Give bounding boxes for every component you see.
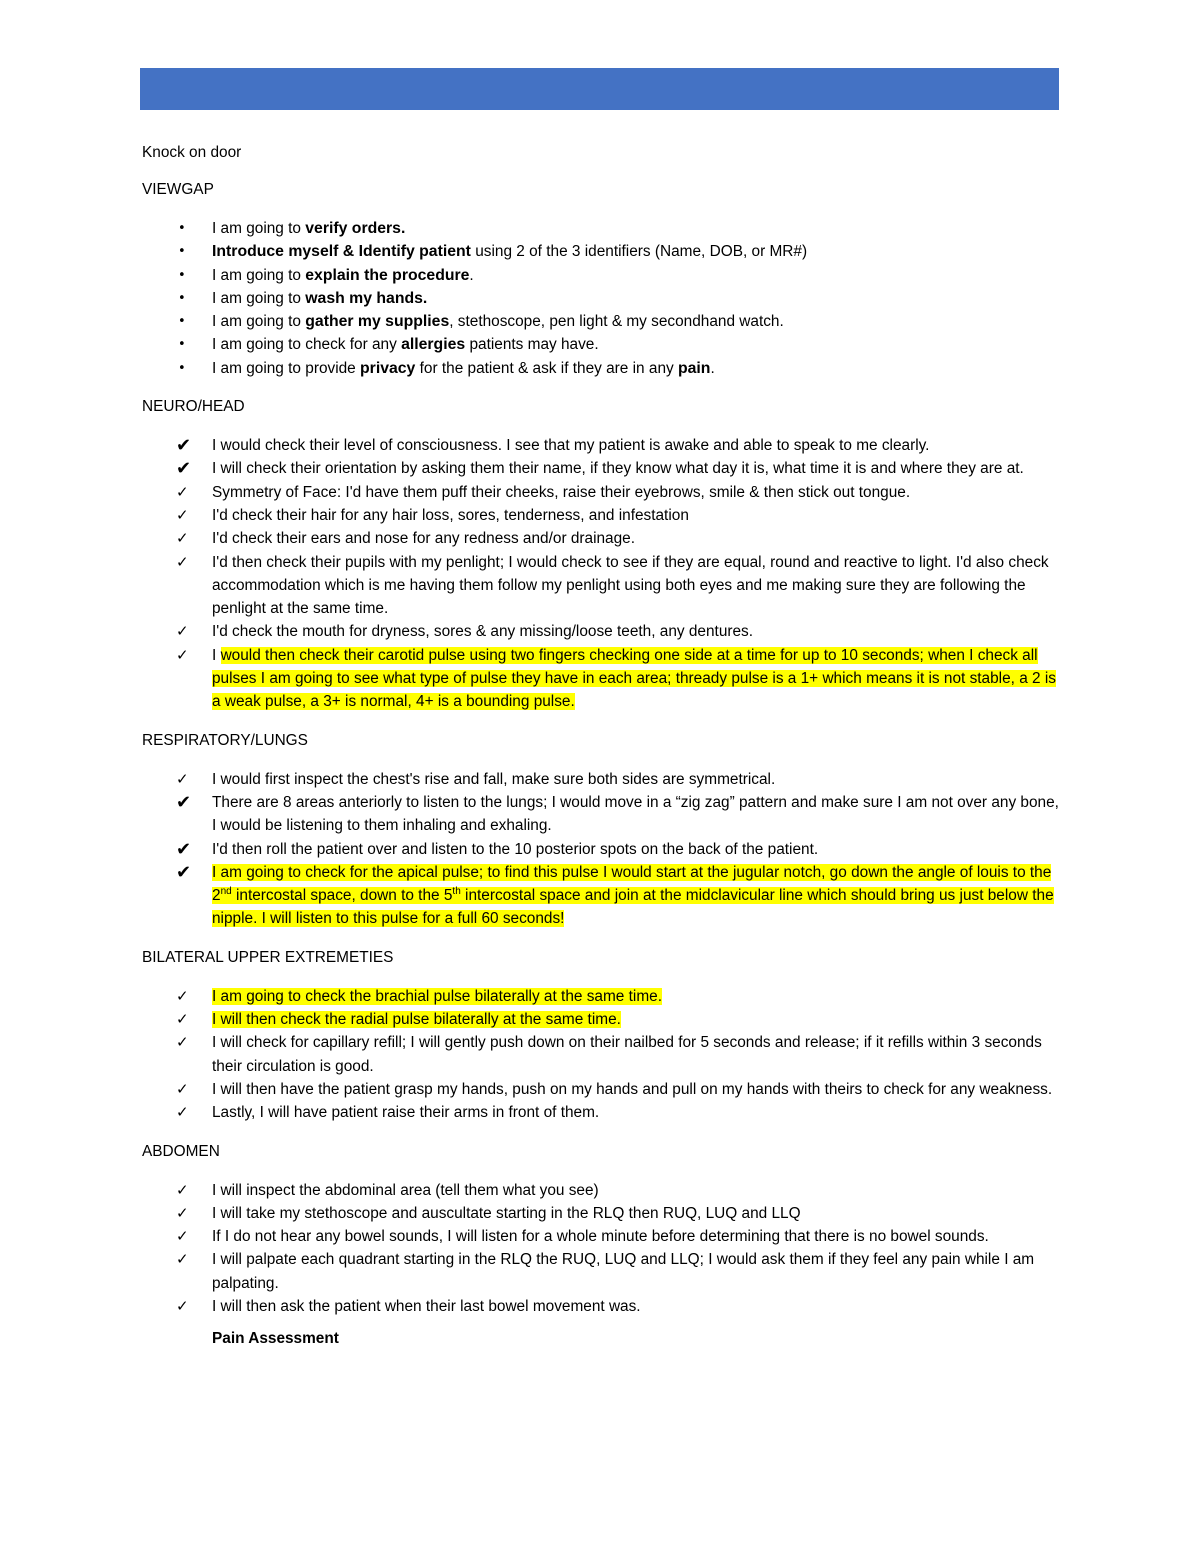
list-item: ✓ Lastly, I will have patient raise their arms in front of them. xyxy=(142,1101,1062,1124)
list-item: ✓ I'd check the mouth for dryness, sores & any missing/loose teeth, any dentures. xyxy=(142,620,1062,643)
bullet-icon: • xyxy=(178,244,186,260)
checkmark-icon: ✓ xyxy=(176,1180,189,1199)
list-item: ✔ I would check their level of consciousness. I see that my patient is awake and able to speak to me clearly. xyxy=(176,435,930,457)
checkmark-icon: ✓ xyxy=(176,1033,189,1052)
checkmark-icon: ✓ xyxy=(176,1010,189,1029)
section-heading-neuro: NEURO/HEAD xyxy=(142,398,245,416)
list-item: ✓ Symmetry of Face: I'd have them puff their cheeks, raise their eyebrows, smile & then stick out tongue. xyxy=(142,481,1062,504)
checkmark-icon: ✓ xyxy=(176,529,189,548)
checkmark-icon: ✓ xyxy=(176,1227,189,1246)
respiratory-list xyxy=(142,768,1062,931)
highlighted-text: I am going to check for the apical pulse; to find this pulse I would start at the jugular notch, go down the angle of louis to the 2nd intercostal space, down to the 5th intercostal space and join at the midclavicular line which should bring us just below the nipple. I will listen to this pulse for a full 60 seconds! xyxy=(212,863,1054,928)
neuro-list xyxy=(142,434,1062,714)
list-item: • I am going to provide privacy for the patient & ask if they are in any pain. xyxy=(142,357,1062,380)
checkmark-icon: ✓ xyxy=(176,1079,189,1098)
checkmark-icon: ✔ xyxy=(176,838,192,860)
list-item: • I am going to verify orders. xyxy=(142,217,1062,240)
checkmark-icon: ✔ xyxy=(176,458,192,480)
list-item: ✔ There are 8 areas anteriorly to listen to the lungs; I would move in a “zig zag” pattern and make sure I am not over any bone, I would be listening to them inhaling and exhaling. xyxy=(176,791,1059,835)
highlighted-text: I am going to check the brachial pulse bilaterally at the same time. xyxy=(212,987,662,1005)
list-item xyxy=(142,985,1062,1008)
list-item: • Introduce myself & Identify patient using 2 of the 3 identifiers (Name, DOB, or MR#) xyxy=(142,240,1062,263)
checkmark-icon: ✓ xyxy=(176,1296,189,1315)
upper-extremities-list xyxy=(142,985,1062,1125)
section-heading-upper-extremities: BILATERAL UPPER EXTREMETIES xyxy=(142,948,394,966)
list-item: ✓ I will palpate each quadrant starting in the RLQ the RUQ, LUQ and LLQ; I would ask them if they feel any pain while I am palpating. xyxy=(176,1250,1035,1292)
checkmark-icon: ✔ xyxy=(176,861,192,883)
list-item: ✓ I will then ask the patient when their last bowel movement was. xyxy=(142,1295,1062,1318)
list-item xyxy=(142,1008,1062,1031)
checkmark-icon: ✓ xyxy=(176,552,189,571)
checkmark-icon: ✓ xyxy=(176,769,189,788)
section-heading-viewgap: VIEWGAP xyxy=(142,181,214,198)
list-item: • I am going to check for any allergies patients may have. xyxy=(142,333,1062,356)
checkmark-icon: ✓ xyxy=(176,505,189,524)
document-body xyxy=(142,143,1062,1349)
list-item: ✓ I'd then check their pupils with my penlight; I would check to see if they are equal, round and reactive to light. I'd also check accommodation which is me having them follow my penlight using both eyes and me making sure they are following the penlight at the same time. xyxy=(176,552,1049,618)
subheading-pain-assessment: Pain Assessment xyxy=(212,1330,339,1348)
list-item: ✓ I will then have the patient grasp my hands, push on my hands and pull on my hands with theirs to check for any weakness. xyxy=(142,1078,1062,1101)
list-item: ✓ I'd check their hair for any hair loss, sores, tenderness, and infestation xyxy=(142,504,1062,527)
list-item: ✓ I'd check their ears and nose for any redness and/or drainage. xyxy=(142,527,1062,550)
checkmark-icon: ✔ xyxy=(176,435,192,457)
bullet-icon: • xyxy=(178,290,186,306)
bullet-icon: • xyxy=(178,267,186,283)
bullet-icon: • xyxy=(178,221,186,236)
list-item-carotid: ✓ I would then check their carotid pulse using two fingers checking one side at a time for up to 10 seconds; when I check all pulses I am going to see what type of pulse they have in each area; thready pulse is a 1+ which means it is not stable, a 2 is a weak pulse, a 3+ is normal, 4+ is a bounding pulse. xyxy=(176,645,1056,711)
bullet-icon: • xyxy=(178,337,186,353)
highlighted-text: would then check their carotid pulse using two fingers checking one side at a time for up to 10 seconds; when I check all pulses I am going to see what type of pulse they have in each area; thready pulse is a 1+ which means it is not stable, a 2 is a weak pulse, a 3+ is normal, 4+ is a bounding pulse. xyxy=(212,646,1056,711)
checkmark-icon: ✓ xyxy=(176,1103,189,1122)
section-heading-abdomen: ABDOMEN xyxy=(142,1142,220,1160)
viewgap-list xyxy=(142,217,1062,380)
list-item: ✓ I will inspect the abdominal area (tell them what you see) xyxy=(142,1179,1062,1202)
checkmark-icon: ✓ xyxy=(176,986,189,1005)
checkmark-icon: ✓ xyxy=(176,645,189,664)
checkmark-icon: ✓ xyxy=(176,482,189,501)
bullet-icon: • xyxy=(178,360,186,376)
list-item: • I am going to wash my hands. xyxy=(142,287,1062,310)
highlighted-text: I will then check the radial pulse bilaterally at the same time. xyxy=(212,1011,621,1029)
checkmark-icon: ✓ xyxy=(176,1250,189,1269)
checkmark-icon: ✓ xyxy=(176,1203,189,1222)
list-item: • I am going to gather my supplies, stethoscope, pen light & my secondhand watch. xyxy=(142,310,1062,333)
checkmark-icon: ✓ xyxy=(176,622,189,641)
section-heading-respiratory: RESPIRATORY/LUNGS xyxy=(142,731,308,749)
list-item: ✓ I will check for capillary refill; I will gently push down on their nailbed for 5 seconds and release; if it refills within 3 seconds their circulation is good. xyxy=(176,1033,1042,1075)
abdomen-list xyxy=(142,1179,1062,1319)
bullet-icon: • xyxy=(178,314,186,330)
list-item: • I am going to explain the procedure. xyxy=(142,264,1062,287)
list-item: ✓ I will take my stethoscope and auscultate starting in the RLQ then RUQ, LUQ and LLQ xyxy=(142,1202,1062,1225)
list-item: ✔ I'd then roll the patient over and listen to the 10 posterior spots on the back of the patient. xyxy=(176,838,819,860)
list-item: ✓ If I do not hear any bowel sounds, I will listen for a whole minute before determining that there is no bowel sounds. xyxy=(142,1225,1062,1248)
header-banner xyxy=(140,68,1059,110)
list-item: ✓ I would first inspect the chest's rise and fall, make sure both sides are symmetrical. xyxy=(142,768,1062,791)
intro-text: Knock on door xyxy=(142,144,242,161)
list-item-apical xyxy=(142,861,1062,931)
checkmark-icon: ✔ xyxy=(176,791,192,813)
list-item: ✔ I will check their orientation by asking them their name, if they know what day it is, what time it is and where they are at. xyxy=(176,458,1024,480)
